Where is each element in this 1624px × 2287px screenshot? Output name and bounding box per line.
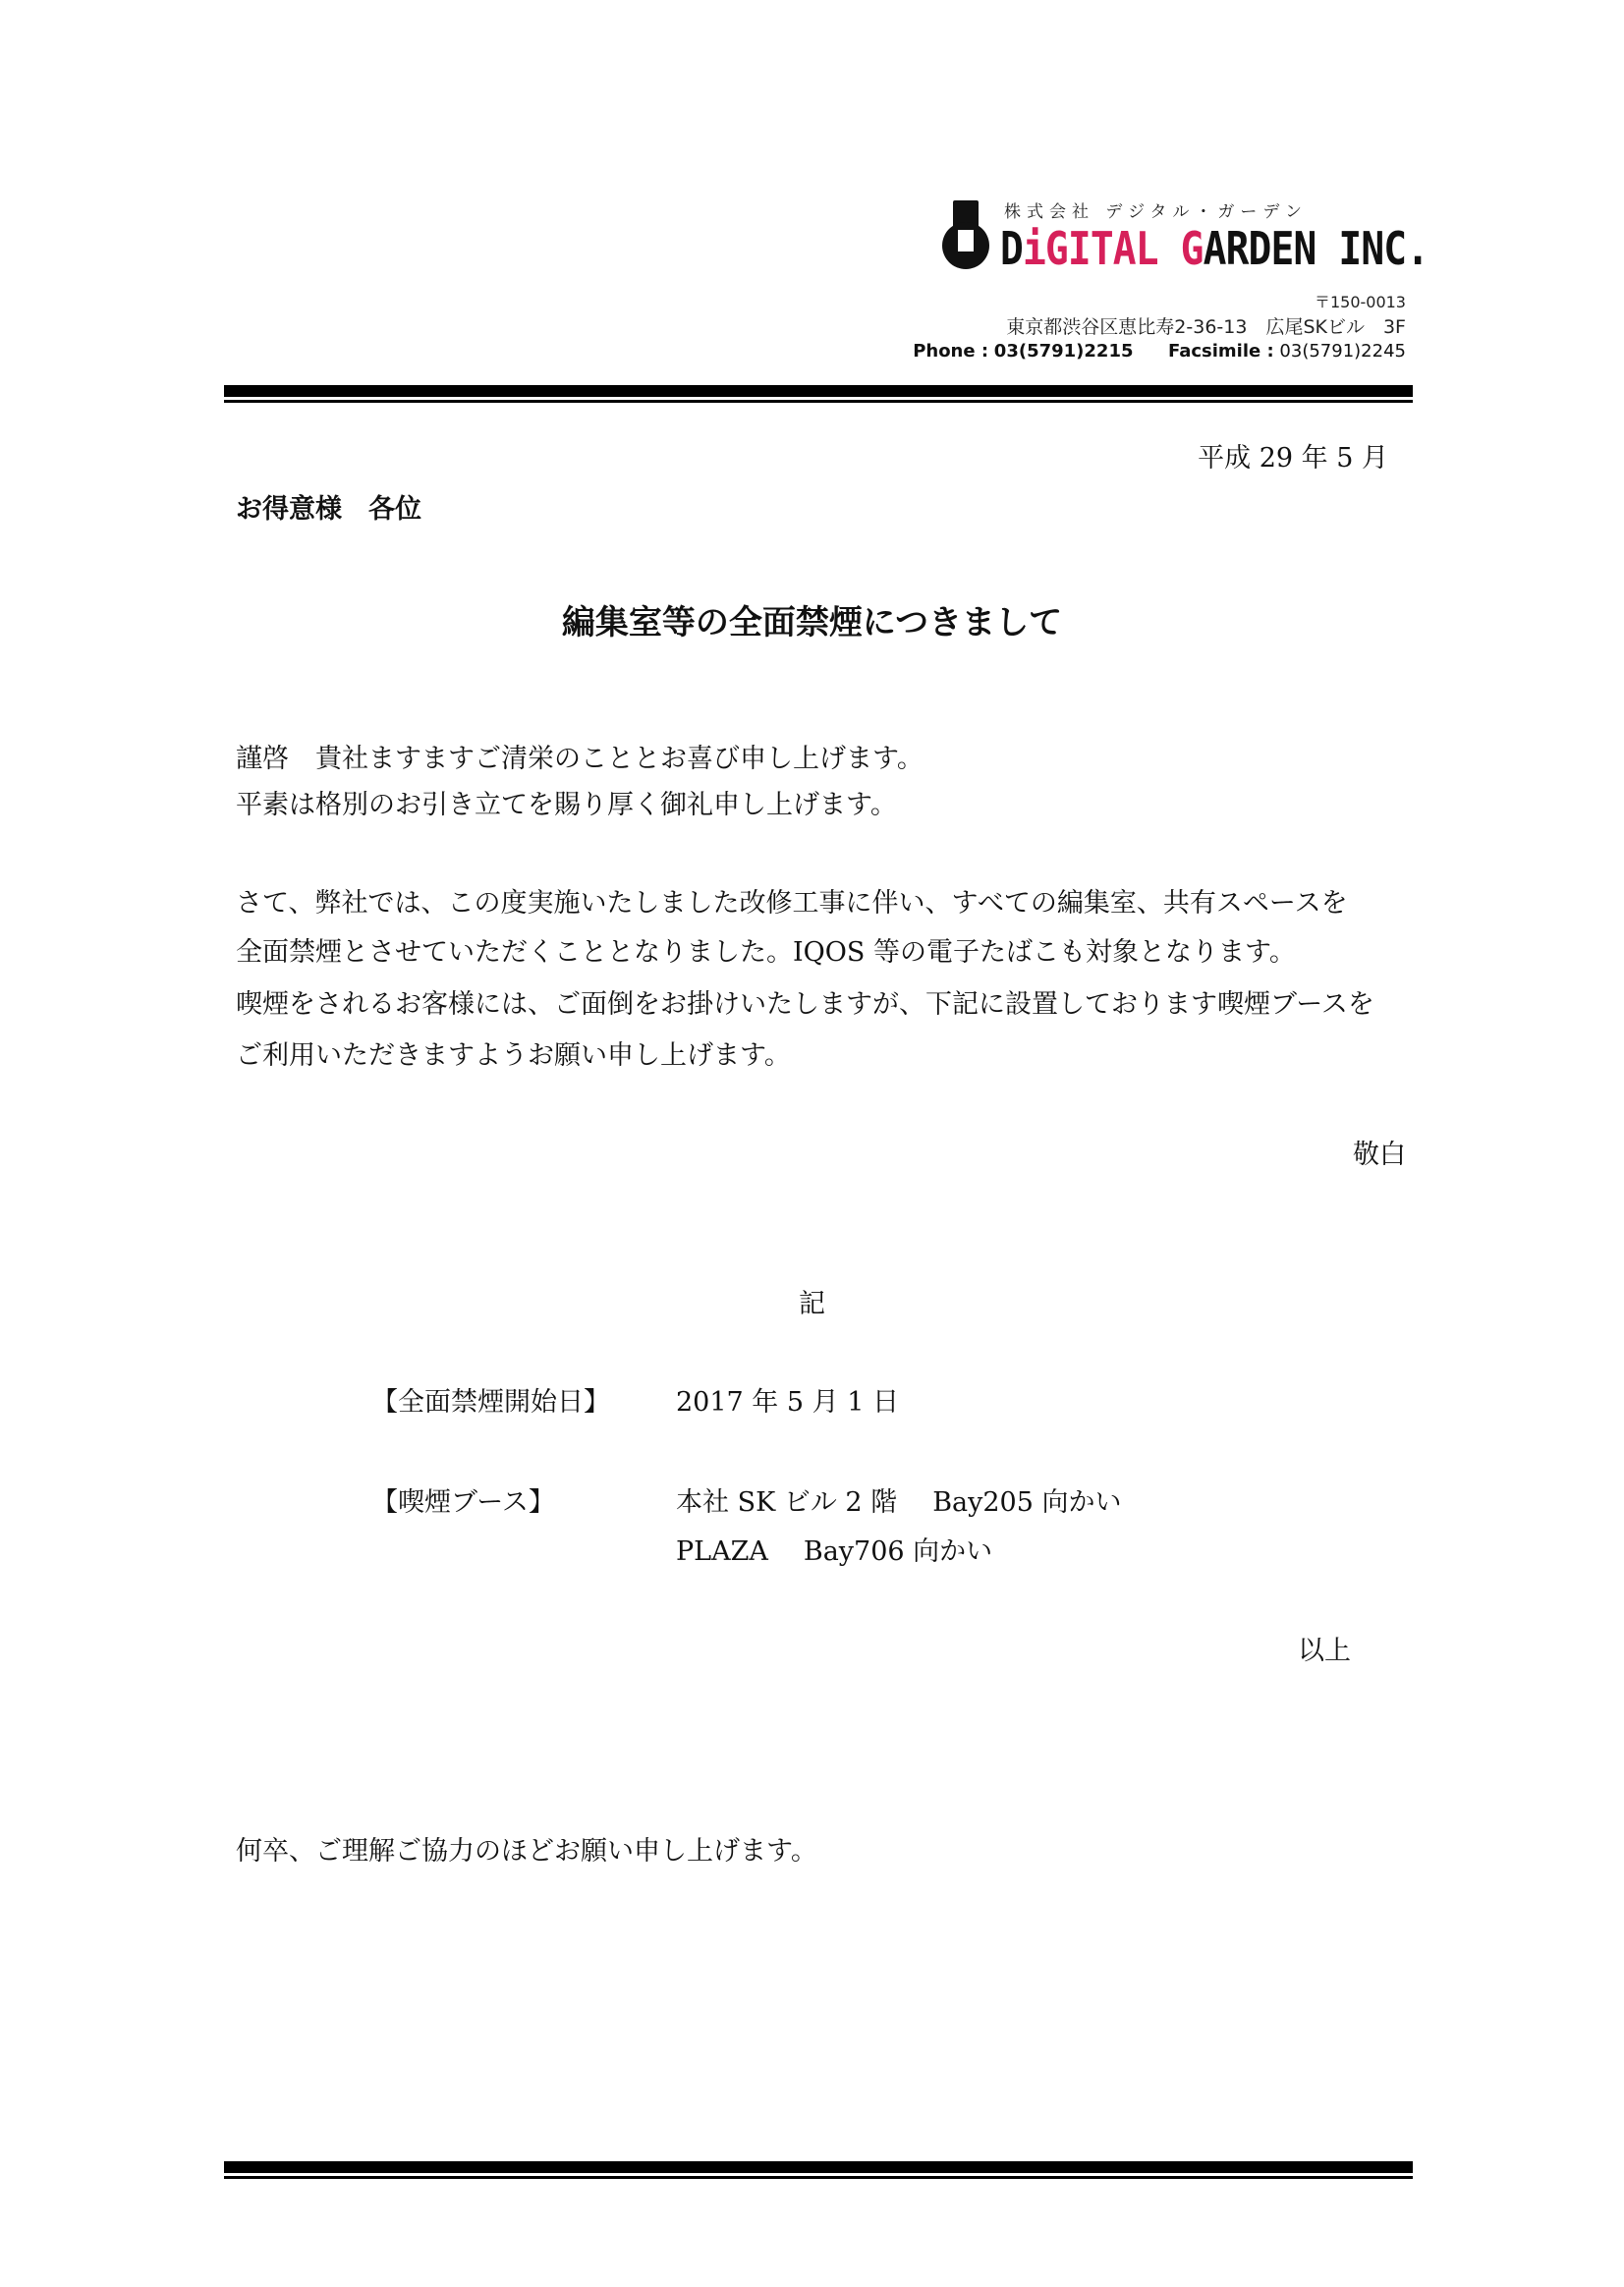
company-address: 東京都渋谷区恵比寿2-36-13 広尾SKビル 3F: [1006, 316, 1406, 338]
company-name-part: ARDEN INC.: [1203, 222, 1429, 275]
company-name-japanese: 株式会社 デジタル・ガーデン: [1004, 202, 1309, 222]
greeting-line: 謹啓 貴社ますますご清栄のこととお喜び申し上げます。: [236, 744, 924, 774]
body-line: 全面禁煙とさせていただくこととなりました。IQOS 等の電子たばこも対象となります。: [236, 937, 1296, 968]
company-logo-icon: [941, 200, 990, 271]
booth-location: Bay205 向かい: [932, 1487, 1122, 1518]
fax-label: Facsimile :: [1167, 341, 1274, 362]
company-name-part: D: [1000, 222, 1023, 275]
booth-location: Bay706 向かい: [803, 1536, 993, 1567]
footer-divider: [224, 2161, 1413, 2173]
start-date-label: 【全面禁煙開始日】: [371, 1387, 610, 1418]
body-line: さて、弊社では、この度実施いたしました改修工事に伴い、すべての編集室、共有スペースを: [236, 888, 1348, 919]
phone-label: Phone :: [913, 341, 989, 362]
booth-place: PLAZA: [676, 1536, 768, 1567]
company-name-english: [1000, 222, 1428, 275]
smoking-booth-label: 【喫煙ブース】: [371, 1487, 555, 1518]
smoking-booth-2: [676, 1530, 992, 1568]
greeting-line: 平素は格別のお引き立てを賜り厚く御礼申し上げます。: [236, 790, 897, 820]
letter-title: 編集室等の全面禁煙につきまして: [561, 603, 1063, 642]
postal-code: 〒150-0013: [1314, 293, 1406, 311]
body-line: ご利用いただきますようお願い申し上げます。: [236, 1040, 791, 1071]
contact-line: [913, 341, 1406, 362]
booth-place: 本社 SK ビル 2 階: [676, 1487, 898, 1518]
end-mark: 以上: [1298, 1636, 1351, 1666]
closing-word: 敬白: [1353, 1140, 1406, 1170]
start-date-value: 2017 年 5 月 1 日: [676, 1387, 899, 1418]
addressee: お得意様 各位: [236, 494, 421, 525]
body-line: 喫煙をされるお客様には、ご面倒をお掛けいたしますが、下記に設置しております喫煙ブースを: [236, 989, 1374, 1020]
header-divider: [224, 385, 1413, 397]
letter-date: 平成 29 年 5 月: [1198, 443, 1388, 474]
fax-number: 03(5791)2245: [1279, 341, 1406, 362]
notice-heading: 記: [799, 1289, 825, 1319]
company-name-accent: G: [1180, 222, 1204, 275]
smoking-booth-1: [676, 1480, 1122, 1519]
phone-number: 03(5791)2215: [993, 341, 1134, 362]
final-request: 何卒、ご理解ご協力のほどお願い申し上げます。: [236, 1836, 817, 1867]
company-name-accent: iGITAL: [1022, 222, 1181, 275]
